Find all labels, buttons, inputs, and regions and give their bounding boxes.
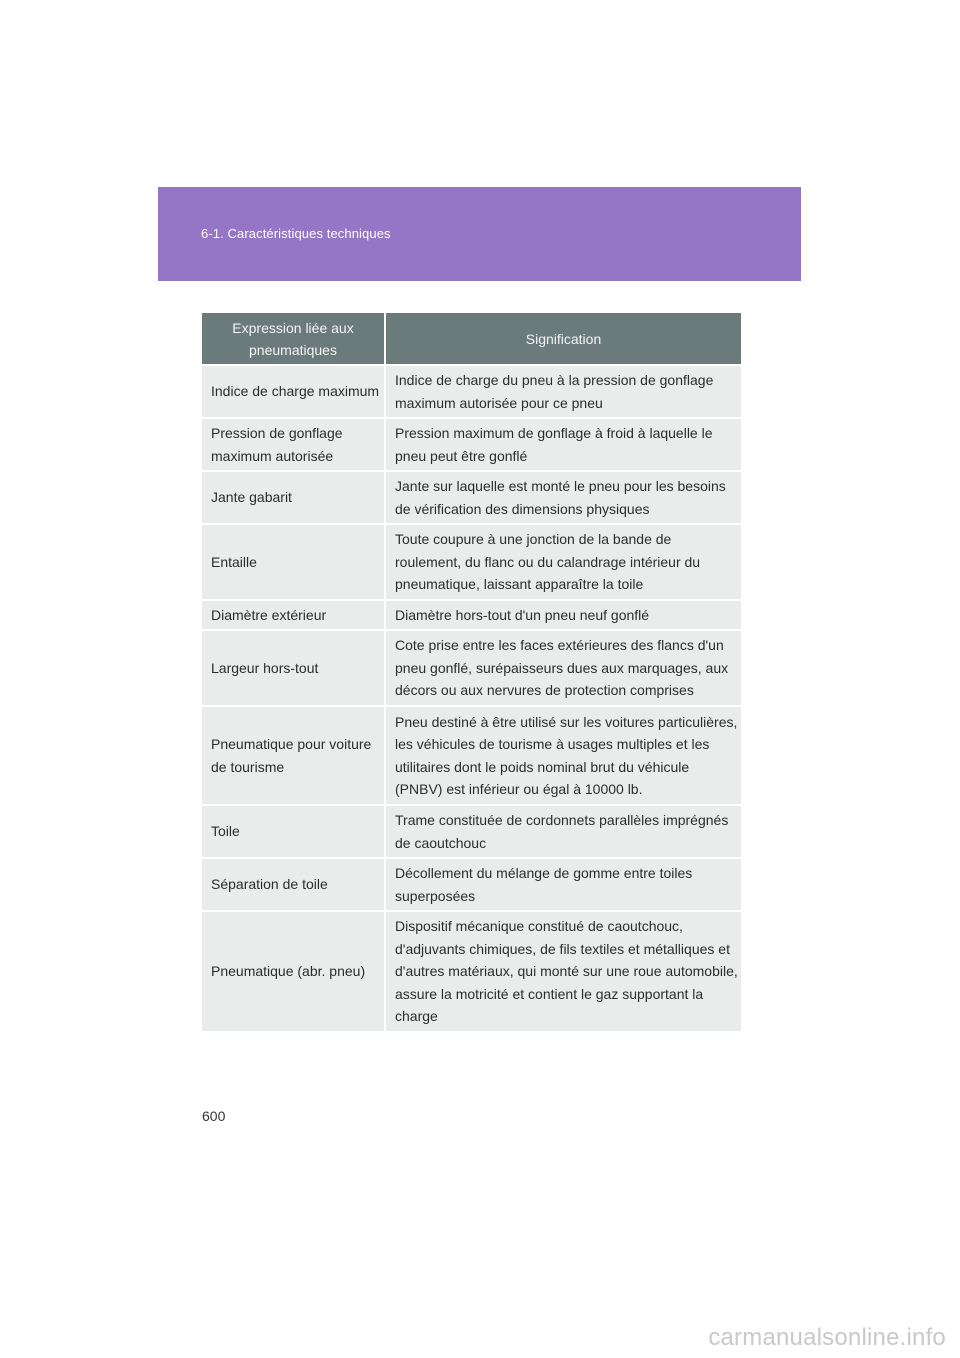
column-header-meaning: Signification xyxy=(385,313,741,365)
table-row xyxy=(202,524,741,600)
definition-cell: Cote prise entre les faces extérieures des flancs d'un pneu gonflé, surépaisseurs dues aux marquages, aux décors ou aux nervures de protection comprises xyxy=(385,630,741,706)
definition-cell: Dispositif mécanique constitué de caoutchouc, d'adjuvants chimiques, de fils textiles et métalliques et d'autres matériaux, qui monté sur une roue automobile, assure la motricité et contient le gaz supportant la charge xyxy=(385,911,741,1031)
column-header-term: Expression liée aux pneumatiques xyxy=(202,313,385,365)
table-row xyxy=(202,706,741,805)
term-cell: Pneumatique pour voiture de tourisme xyxy=(202,706,385,805)
term-cell: Pneumatique (abr. pneu) xyxy=(202,911,385,1031)
term-cell: Entaille xyxy=(202,524,385,600)
definition-cell: Jante sur laquelle est monté le pneu pour les besoins de vérification des dimensions physiques xyxy=(385,471,741,524)
definition-cell: Pneu destiné à être utilisé sur les voitures particulières, les véhicules de tourisme à usages multiples et les utilitaires dont le poids nominal brut du véhicule (PNBV) est inférieur ou égal à 10000 lb. xyxy=(385,706,741,805)
definition-cell: Décollement du mélange de gomme entre toiles superposées xyxy=(385,858,741,911)
definition-cell: Indice de charge du pneu à la pression de gonflage maximum autorisée pour ce pneu xyxy=(385,365,741,418)
section-title: 6-1. Caractéristiques techniques xyxy=(201,226,391,241)
table-row xyxy=(202,805,741,858)
tire-terminology-table xyxy=(202,313,741,1031)
term-cell: Largeur hors-tout xyxy=(202,630,385,706)
definition-cell: Toute coupure à une jonction de la bande de roulement, du flanc ou du calandrage intérieur du pneumatique, laissant apparaître la toile xyxy=(385,524,741,600)
page-number: 600 xyxy=(202,1108,226,1124)
tire-terminology-table-container xyxy=(202,313,741,1031)
table-row xyxy=(202,365,741,418)
table-row xyxy=(202,418,741,471)
definition-cell: Pression maximum de gonflage à froid à laquelle le pneu peut être gonflé xyxy=(385,418,741,471)
term-cell: Jante gabarit xyxy=(202,471,385,524)
table-row xyxy=(202,630,741,706)
definition-cell: Trame constituée de cordonnets parallèles imprégnés de caoutchouc xyxy=(385,805,741,858)
term-cell: Diamètre extérieur xyxy=(202,600,385,630)
term-cell: Indice de charge maximum xyxy=(202,365,385,418)
section-header-band xyxy=(158,187,801,281)
watermark-text: carmanualsonline.info xyxy=(708,1324,946,1351)
term-cell: Pression de gonflage maximum autorisée xyxy=(202,418,385,471)
table-row xyxy=(202,471,741,524)
table-row xyxy=(202,600,741,630)
table-row xyxy=(202,858,741,911)
table-row xyxy=(202,911,741,1031)
term-cell: Toile xyxy=(202,805,385,858)
definition-cell: Diamètre hors-tout d'un pneu neuf gonflé xyxy=(385,600,741,630)
table-header-row xyxy=(202,313,741,365)
term-cell: Séparation de toile xyxy=(202,858,385,911)
